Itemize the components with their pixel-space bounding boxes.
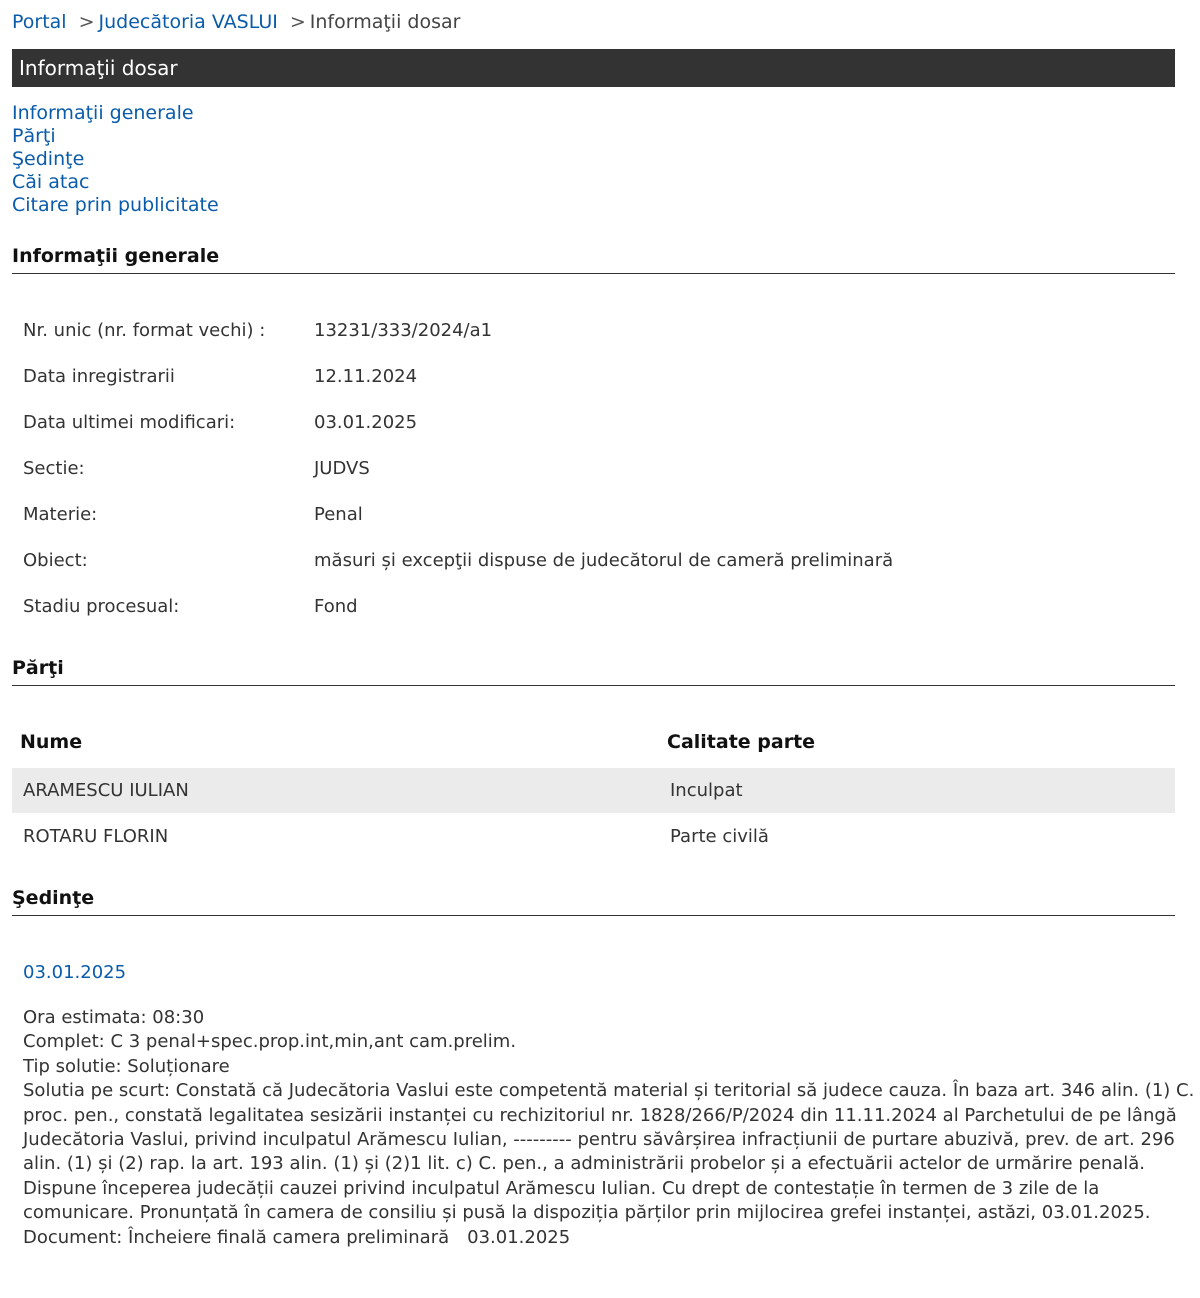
general-section-heading: Informaţii generale [12,245,1175,274]
nav-link-sedinte[interactable]: Şedinţe [12,148,85,170]
hearing-panel: Complet: C 3 penal+spec.prop.int,min,ant cam.prelim. [23,1031,517,1053]
page-title: Informaţii dosar [12,49,1175,87]
party-name: ARAMESCU IULIAN [23,780,189,801]
info-label: Obiect: [23,550,88,571]
info-value: JUDVS [314,458,370,479]
info-value: Fond [314,596,358,617]
hearing-solution-type: Tip solutie: Soluționare [23,1055,230,1077]
hearing-solution-line: comunicare. Pronunțată în camera de consiliu și pusă la dispoziția părților prin mijlocirea grefei instanței, astăzi, 03.01.2025. [23,1202,1151,1224]
party-role: Inculpat [670,780,743,801]
info-value: măsuri și excepţii dispuse de judecătorul de cameră preliminară [314,550,894,571]
hearing-document [23,1226,1173,1250]
table-row [12,768,1175,813]
info-label: Nr. unic (nr. format vechi) : [23,320,266,341]
info-row [23,411,417,435]
info-label: Stadiu procesual: [23,596,180,617]
sedinte-section-heading: Şedinţe [12,887,1175,916]
breadcrumb [12,10,460,34]
hearing-document-date: 03.01.2025 [467,1226,571,1248]
info-value: 03.01.2025 [314,412,418,433]
info-label: Materie: [23,504,98,525]
hearing-solution-line: proc. pen., constată legalitatea sesizării instanței cu rechizitoriul nr. 1828/266/P/2024 din 11.11.2024 al Parchetului de pe lângă [23,1104,1177,1126]
info-row [23,319,492,343]
info-value: 13231/333/2024/a1 [314,320,493,341]
parti-section-heading: Părţi [12,657,1175,686]
info-label: Data inregistrarii [23,366,175,387]
breadcrumb-separator: > [78,11,95,33]
breadcrumb-portal-link[interactable]: Portal [12,11,67,33]
hearing-solution-line: alin. (1) și (2) rap. la art. 193 alin. (1) și (2)1 lit. c) C. pen., a administrării probelor și a efectuării actelor de urmărire penală. [23,1153,1146,1175]
section-nav [12,102,219,217]
hearing-solution-line: Solutia pe scurt: Constată că Judecătoria Vaslui este competentă material și teritorial să judece cauza. În baza art. 346 alin. (1) C. [23,1080,1195,1102]
breadcrumb-current: Informaţii dosar [309,11,461,33]
party-name: ROTARU FLORIN [23,826,169,847]
breadcrumb-separator: > [289,11,306,33]
hearing-details [23,1006,1195,1250]
nav-link-parti[interactable]: Părţi [12,125,56,147]
column-header-nume: Nume [20,731,83,753]
hearing-time: Ora estimata: 08:30 [23,1007,205,1028]
table-row [12,814,1175,859]
info-row [23,549,893,573]
hearing-solution-line: Judecătoria Vaslui, privind inculpatul Arămescu Iulian, --------- pentru săvârșirea infracțiunii de purtare abuzivă, prev. de art. 296 [23,1129,1175,1151]
info-label: Data ultimei modificari: [23,412,236,433]
hearing-document-label: Document: Încheiere finală camera preliminară [23,1226,450,1248]
hearing-solution-line: Dispune începerea judecății cauzei privind inculpatul Arămescu Iulian. Cu drept de contestație în termen de 3 zile de la [23,1177,1100,1199]
column-header-calitate: Calitate parte [667,731,816,753]
info-label: Sectie: [23,458,85,479]
info-value: Penal [314,504,363,525]
info-row [23,365,417,389]
breadcrumb-court-link[interactable]: Judecătoria VASLUI [98,11,278,33]
party-role: Parte civilă [670,826,769,847]
nav-link-citare-publicitate[interactable]: Citare prin publicitate [12,194,219,216]
info-row [23,595,358,619]
info-row [23,503,363,527]
nav-link-cai-atac[interactable]: Căi atac [12,171,90,193]
hearing-date: 03.01.2025 [23,962,127,983]
info-row [23,457,370,481]
info-value: 12.11.2024 [314,366,418,387]
nav-link-informatii-generale[interactable]: Informaţii generale [12,102,194,124]
